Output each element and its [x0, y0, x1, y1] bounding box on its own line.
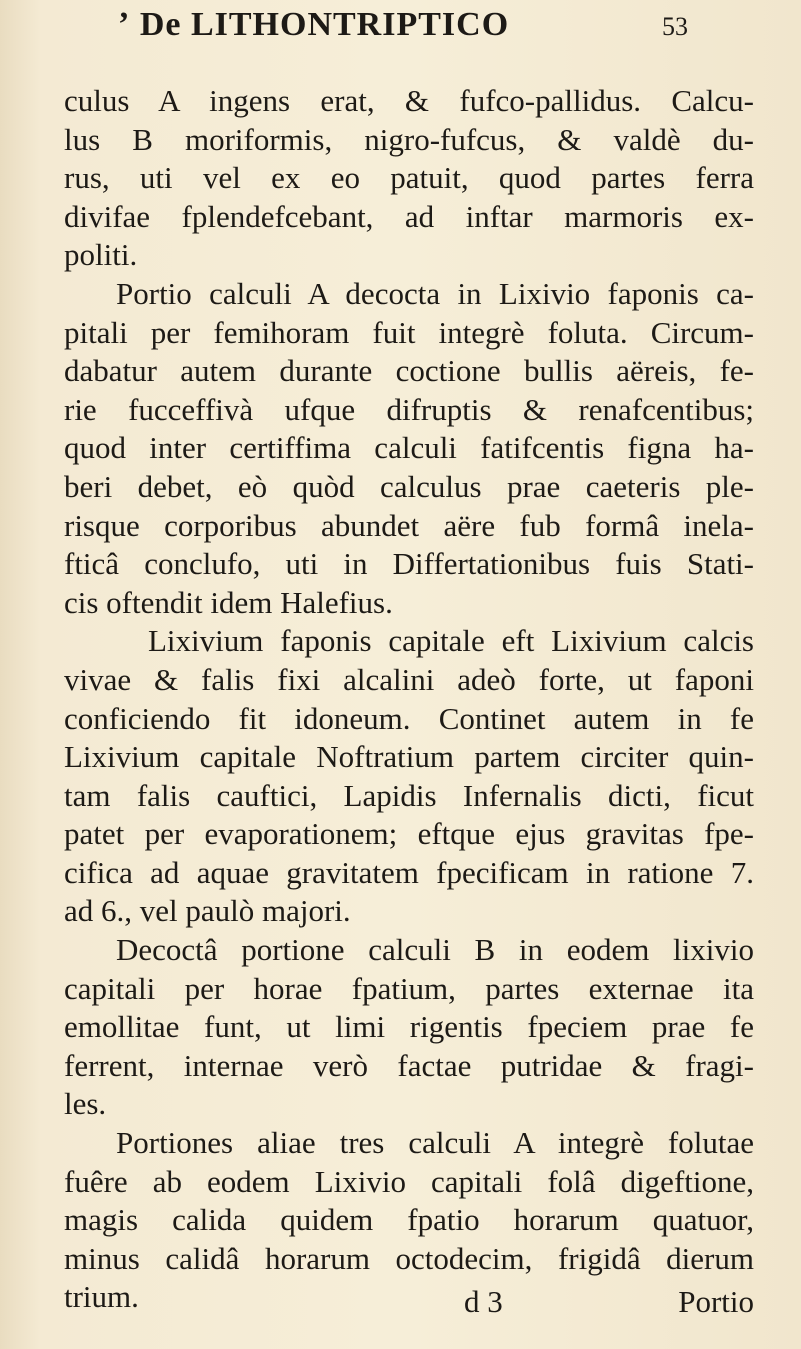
text-line: beri debet, eò quòd calculus prae caeteris ple- [64, 468, 754, 504]
text-line: ad 6., vel paulò majori. [64, 893, 351, 929]
text-line: fuêre ab eodem Lixivio capitali folâ digeftione, [64, 1163, 754, 1199]
text-line: dabatur autem durante coctione bullis aëreis, fe- [64, 353, 754, 389]
text-line: cifica ad aquae gravitatem fpecificam in ratione 7. [64, 854, 754, 890]
text-line: tam falis cauftici, Lapidis Infernalis dicti, ficut [64, 777, 754, 813]
text-line: fticâ conclufo, uti in Differtationibus fuis Stati- [64, 546, 754, 582]
text-line: trium. [64, 1279, 139, 1315]
catchword: Portio [678, 1284, 754, 1319]
running-title: ʼ De LITHONTRIPTICO [118, 6, 510, 43]
text-line: divifae fplendefcebant, ad inftar marmoris ex- [64, 198, 754, 234]
text-line: les. [64, 1086, 107, 1122]
text-line: Lixivium faponis capitale eft Lixivium calcis [148, 623, 754, 659]
running-head [118, 6, 688, 44]
text-line: patet per evaporationem; eftque ejus gravitas fpe- [64, 816, 754, 852]
text-line: risque corporibus abundet aëre fub formâ inela- [64, 507, 754, 543]
page-number: 53 [662, 12, 688, 41]
text-line: pitali per femihoram fuit integrè foluta. Circum- [64, 314, 754, 350]
body-text [64, 82, 754, 1317]
signature-mark: d 3 [464, 1284, 503, 1319]
text-line: emollitae funt, ut limi rigentis fpeciem prae fe [64, 1009, 754, 1045]
text-line: vivae & falis fixi alcalini adeò forte, ut faponi [64, 661, 754, 697]
text-line: Decoctâ portione calculi B in eodem lixivio [116, 932, 754, 968]
text-line: rus, uti vel ex eo patuit, quod partes ferra [64, 160, 754, 196]
text-line: Lixivium capitale Noftratium partem circiter quin- [64, 739, 754, 775]
text-line: Portiones aliae tres calculi A integrè folutae [116, 1125, 754, 1161]
text-line: politi. [64, 237, 138, 273]
text-line: capitali per horae fpatium, partes externae ita [64, 970, 754, 1006]
text-line: rie fucceffivà ufque difruptis & renafcentibus; [64, 391, 754, 427]
text-line: conficiendo fit idoneum. Continet autem in fe [64, 700, 754, 736]
text-line: cis oftendit idem Halefius. [64, 584, 393, 620]
text-line: Portio calculi A decocta in Lixivio faponis ca- [116, 275, 754, 311]
text-line: minus calidâ horarum octodecim, frigidâ dierum [64, 1240, 754, 1276]
text-line: lus B moriformis, nigro-fufcus, & valdè du- [64, 121, 754, 157]
text-line: magis calida quidem fpatio horarum quatuor, [64, 1202, 754, 1238]
text-line: ferrent, internae verò factae putridae & fragi- [64, 1047, 754, 1083]
text-line: quod inter certiffima calculi fatifcentis figna ha- [64, 430, 754, 466]
text-line: culus A ingens erat, & fufco-pallidus. Calcu- [64, 83, 754, 118]
